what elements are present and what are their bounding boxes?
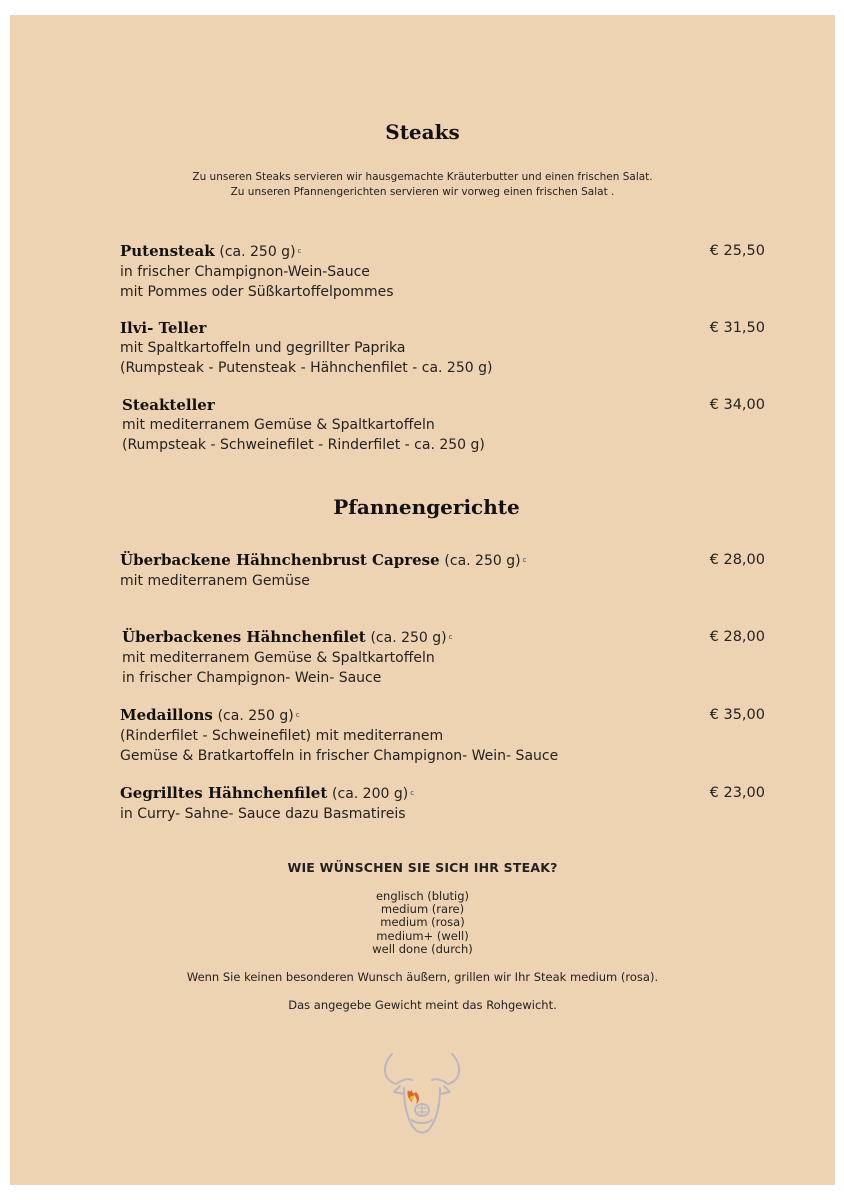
item-weight: (ca. 200 g) xyxy=(332,786,409,802)
item-desc: (Rinderfilet - Schweinefilet) mit mediterranem xyxy=(120,728,444,744)
item-name: Medaillons xyxy=(120,706,213,724)
item-name: Überbackenes Hähnchenfilet xyxy=(122,628,366,646)
allergen-mark: c xyxy=(448,633,453,641)
item-desc: mit Spaltkartoffeln und gegrillter Paprika xyxy=(120,340,406,356)
menu-item-gegrilltes-haehnchenfilet xyxy=(120,783,780,824)
item-weight: (ca. 250 g) xyxy=(444,553,521,569)
item-desc: (Rumpsteak - Putensteak - Hähnchenfilet - ca. 250 g) xyxy=(120,360,493,376)
item-weight: (ca. 250 g) xyxy=(219,244,296,260)
item-weight: (ca. 250 g) xyxy=(217,708,294,724)
item-price: € 25,50 xyxy=(709,243,765,259)
allergen-mark: c xyxy=(410,789,415,797)
item-price: € 35,00 xyxy=(709,707,765,723)
menu-item-medaillons xyxy=(120,705,780,766)
menu-item-putensteak xyxy=(120,241,780,302)
menu-item-steakteller xyxy=(122,395,782,455)
item-price: € 28,00 xyxy=(709,629,765,645)
section-title-pfannengerichte: Pfannengerichte xyxy=(333,495,520,519)
menu-item-haehnchenbrust-caprese xyxy=(120,550,780,591)
item-price: € 31,50 xyxy=(709,320,765,336)
item-price: € 23,00 xyxy=(709,785,765,801)
doneness-option: well done (durch) xyxy=(372,941,473,956)
item-desc: in frischer Champignon- Wein- Sauce xyxy=(122,670,382,686)
item-desc: mit mediterranem Gemüse & Spaltkartoffeln xyxy=(122,650,435,666)
menu-page xyxy=(10,15,835,1185)
item-desc: mit Pommes oder Süßkartoffelpommes xyxy=(120,284,394,300)
menu-item-ilvi-teller xyxy=(120,318,780,378)
item-name: Gegrilltes Hähnchenfilet xyxy=(120,784,328,802)
item-price: € 34,00 xyxy=(709,397,765,413)
default-doneness-note: Wenn Sie keinen besonderen Wunsch äußern, grillen wir Ihr Steak medium (rosa). xyxy=(186,970,659,984)
item-name: Ilvi- Teller xyxy=(120,319,207,337)
item-desc: mit mediterranem Gemüse & Spaltkartoffeln xyxy=(122,417,435,433)
item-weight: (ca. 250 g) xyxy=(370,630,447,646)
section-title-steaks: Steaks xyxy=(385,120,460,144)
menu-item-haehnchenfilet-ueberbacken xyxy=(122,627,782,688)
steak-question-heading: WIE WÜNSCHEN SIE SICH IHR STEAK? xyxy=(287,860,558,875)
allergen-mark: c xyxy=(295,711,300,719)
item-desc: in Curry- Sahne- Sauce dazu Basmatireis xyxy=(120,806,406,822)
item-name: Überbackene Hähnchenbrust Caprese xyxy=(120,551,440,569)
item-desc: Gemüse & Bratkartoffeln in frischer Champignon- Wein- Sauce xyxy=(120,748,559,764)
intro-line: Zu unseren Steaks servieren wir hausgemachte Kräuterbutter und einen frischen Salat. xyxy=(192,171,653,183)
item-name: Steakteller xyxy=(122,396,215,414)
doneness-option: medium (rare) xyxy=(380,902,465,917)
doneness-option: medium (rosa) xyxy=(380,915,465,930)
item-name: Putensteak xyxy=(120,242,215,260)
bull-head-logo-icon xyxy=(378,1050,466,1140)
allergen-mark: c xyxy=(297,247,302,255)
intro-line: Zu unseren Pfannengerichten servieren wir vorweg einen frischen Salat . xyxy=(230,186,615,198)
steaks-intro xyxy=(10,170,835,200)
item-price: € 28,00 xyxy=(709,552,765,568)
item-desc: (Rumpsteak - Schweinefilet - Rinderfilet - ca. 250 g) xyxy=(122,437,485,453)
allergen-mark: c xyxy=(522,556,527,564)
doneness-option: medium+ (well) xyxy=(376,928,469,943)
doneness-option: englisch (blutig) xyxy=(375,889,470,903)
item-desc: mit mediterranem Gemüse xyxy=(120,573,310,589)
doneness-list xyxy=(10,890,835,956)
raw-weight-note: Das angegebe Gewicht meint das Rohgewicht. xyxy=(288,998,557,1012)
item-desc: in frischer Champignon-Wein-Sauce xyxy=(120,264,370,280)
